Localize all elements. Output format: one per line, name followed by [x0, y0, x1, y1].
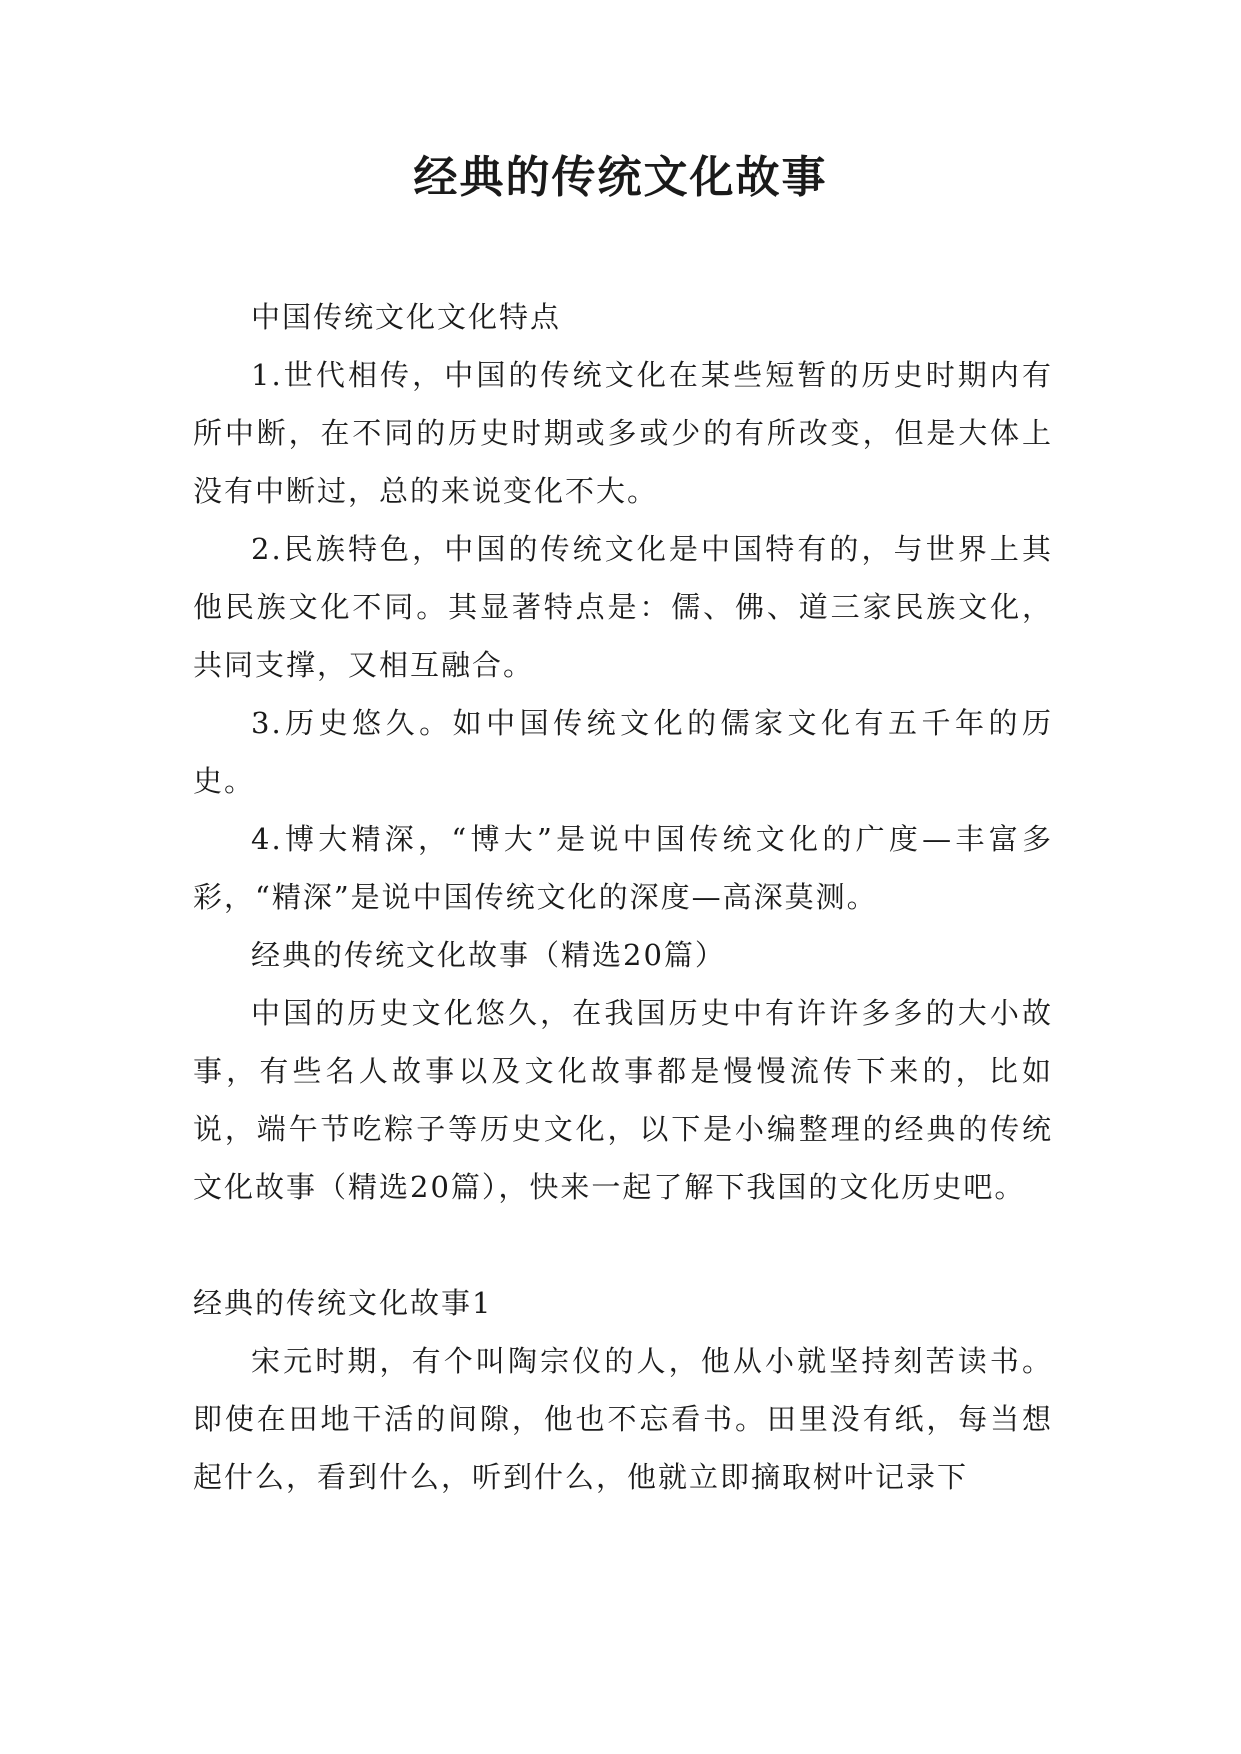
document-title: 经典的传统文化故事 — [413, 152, 828, 203]
paragraph: 宋元时期，有个叫陶宗仪的人，他从小就坚持刻苦读书。即使在田地干活的间隙，他也不忘看书。田里没有纸，每当想起什么，看到什么，听到什么，他就立即摘取树叶记录下 — [193, 1344, 1053, 1494]
paragraph: 1.世代相传，中国的传统文化在某些短暂的历史时期内有所中断，在不同的历史时期或多或少的有所改变，但是大体上没有中断过，总的来说变化不大。 — [193, 358, 1053, 508]
section-heading: 中国传统文化文化特点 — [251, 300, 562, 334]
paragraph: 2.民族特色，中国的传统文化是中国特有的，与世界上其他民族文化不同。其显著特点是：儒、佛、道三家民族文化，共同支撑，又相互融合。 — [193, 532, 1053, 682]
story-heading: 经典的传统文化故事1 — [193, 1286, 493, 1320]
paragraph: 3.历史悠久。如中国传统文化的儒家文化有五千年的历史。 — [193, 706, 1053, 798]
paragraph: 中国的历史文化悠久，在我国历史中有许许多多的大小故事，有些名人故事以及文化故事都是慢慢流传下来的，比如说，端午节吃粽子等历史文化，以下是小编整理的经典的传统文化故事（精选20篇），快来一起了解下我国的文化历史吧。 — [193, 996, 1053, 1204]
section-heading: 经典的传统文化故事（精选20篇） — [251, 938, 726, 972]
document-body — [193, 288, 1053, 1506]
paragraph: 4.博大精深，“博大”是说中国传统文化的广度—丰富多彩，“精深”是说中国传统文化的深度—高深莫测。 — [193, 822, 1053, 914]
